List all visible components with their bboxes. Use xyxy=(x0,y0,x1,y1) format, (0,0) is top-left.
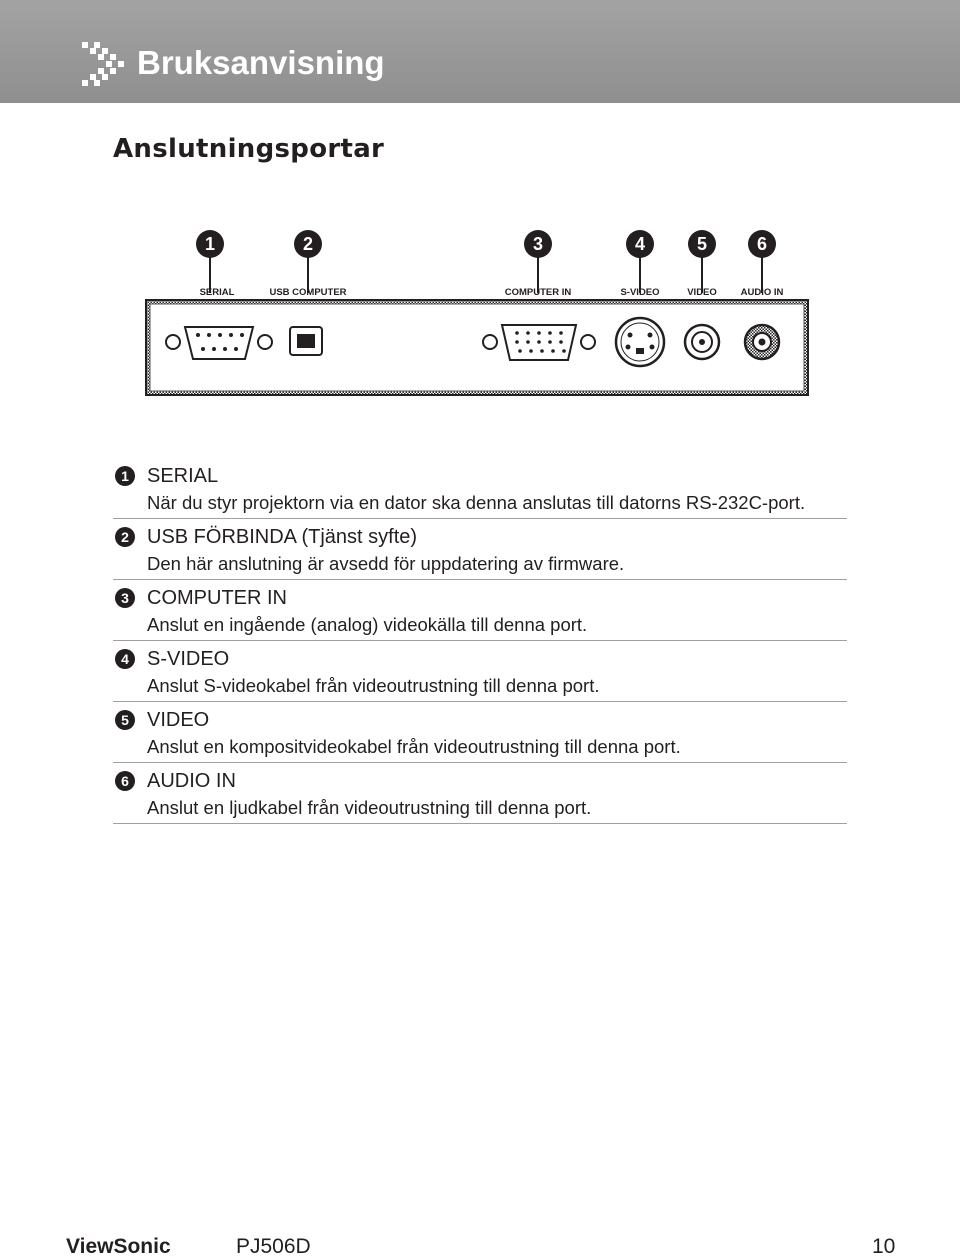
item-title: SERIAL xyxy=(147,465,219,487)
callout-5: 5 xyxy=(696,234,708,254)
item-description: Anslut S-videokabel från videoutrustning till denna port. xyxy=(147,675,600,696)
item-number-badge: 1 xyxy=(115,466,135,486)
item-number-badge: 5 xyxy=(115,710,135,730)
item-description: Anslut en ljudkabel från videoutrustning till denna port. xyxy=(147,797,592,818)
video-port xyxy=(685,325,719,359)
item-title: AUDIO IN xyxy=(147,770,236,792)
port-label-s-video: S-VIDEO xyxy=(620,287,660,298)
list-item-s-video xyxy=(113,641,847,702)
item-title: VIDEO xyxy=(147,709,210,731)
item-number-badge: 2 xyxy=(115,527,135,547)
item-description: När du styr projektorn via en dator ska denna anslutas till datorns RS-232C-port. xyxy=(147,492,806,513)
item-description: Anslut en ingående (analog) videokälla till denna port. xyxy=(147,614,588,635)
callout-4: 4 xyxy=(634,234,646,254)
callout-3: 3 xyxy=(532,234,544,254)
item-number-badge: 6 xyxy=(115,771,135,791)
list-item-audio-in xyxy=(113,763,847,824)
item-description: Den här anslutning är avsedd för uppdatering av firmware. xyxy=(147,553,625,574)
section-title: Anslutningsportar xyxy=(113,134,385,164)
list-item-computer-in xyxy=(113,580,847,641)
item-number-badge: 3 xyxy=(115,588,135,608)
list-item-usb xyxy=(113,519,847,580)
list-item-serial xyxy=(113,458,847,519)
item-title: S-VIDEO xyxy=(147,648,230,670)
s-video-port xyxy=(616,318,664,366)
callout-2: 2 xyxy=(302,234,314,254)
callout-markers xyxy=(196,230,776,258)
port-label-usb: USB COMPUTER xyxy=(269,287,347,298)
page-number: 10 xyxy=(872,1235,896,1258)
list-item-video xyxy=(113,702,847,763)
footer-brand: ViewSonic xyxy=(66,1235,171,1258)
footer-model: PJ506D xyxy=(236,1235,311,1258)
port-label-video: VIDEO xyxy=(687,287,717,298)
page-header-title: Bruksanvisning xyxy=(137,44,385,81)
usb-port xyxy=(290,327,322,355)
item-description: Anslut en kompositvideokabel från videoutrustning till denna port. xyxy=(147,736,681,757)
audio-in-port xyxy=(745,325,779,359)
item-number-badge: 4 xyxy=(115,649,135,669)
port-label-serial: SERIAL xyxy=(199,287,235,298)
port-label-audio-in: AUDIO IN xyxy=(740,287,784,298)
chevron-double-icon xyxy=(82,42,124,86)
port-description-list xyxy=(113,458,847,824)
item-title: USB FÖRBINDA (Tjänst syfte) xyxy=(147,526,418,548)
port-label-computer-in: COMPUTER IN xyxy=(504,287,572,298)
connector-panel-illustration xyxy=(140,225,820,405)
callout-1: 1 xyxy=(204,234,216,254)
callout-6: 6 xyxy=(756,234,768,254)
page-header xyxy=(0,0,960,103)
item-title: COMPUTER IN xyxy=(147,587,287,609)
